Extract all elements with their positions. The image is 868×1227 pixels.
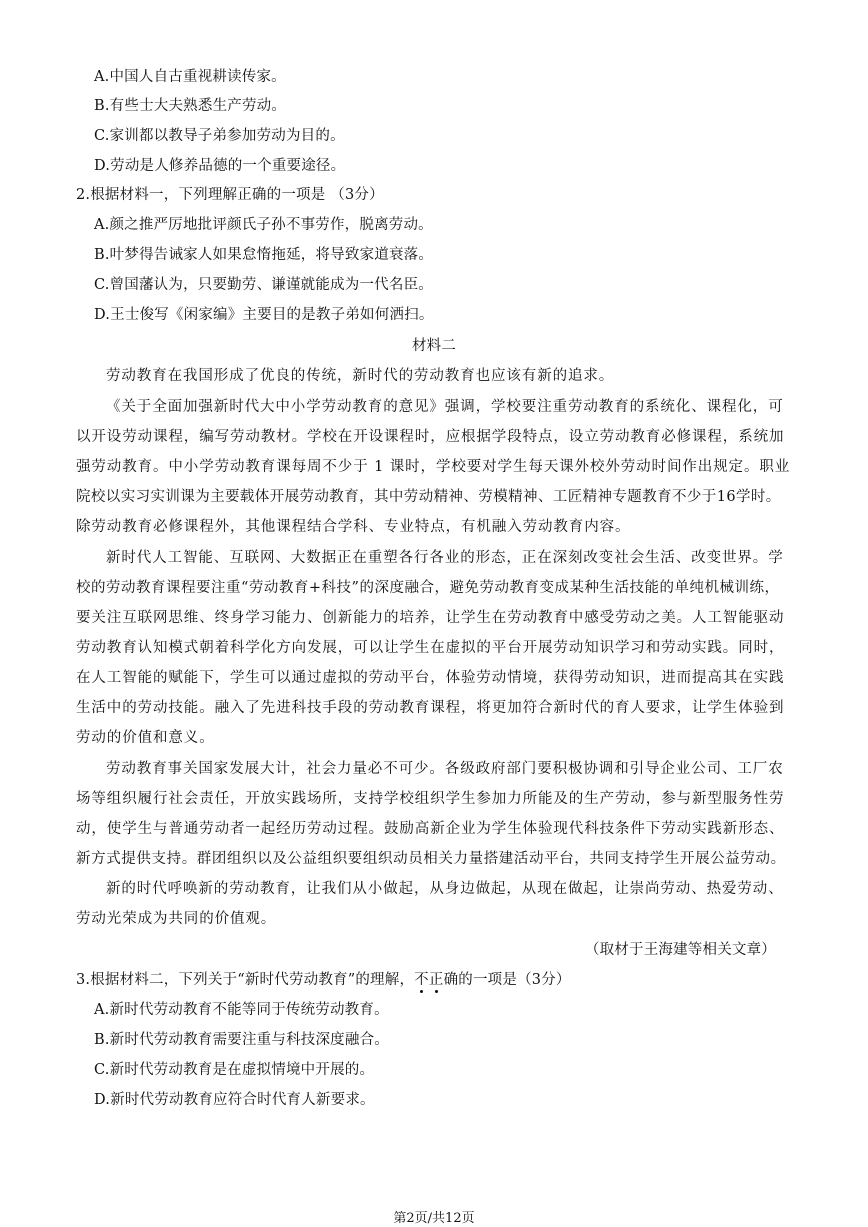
q3-emphasis-char: 不 xyxy=(414,972,429,988)
material-line: 劳动的价值和意义。 xyxy=(76,730,215,746)
material-source: （取材于王海建等相关文章） xyxy=(584,942,776,958)
q3-option-d: D.新时代劳动教育应符合时代育人新要求。 xyxy=(94,1092,375,1108)
q2-option-c: C.曾国藩认为，只要勤劳、谦谨就能成为一代名臣。 xyxy=(94,277,433,293)
material-line: 在人工智能的赋能下，学生可以通过虚拟的劳动平台，体验劳动情境，获得劳动知识，进而提高其在实践 xyxy=(76,670,785,686)
material-line: 新的时代呼唤新的劳动教育，让我们从小做起，从身边做起，从现在做起，让崇尚劳动、热爱劳动、 xyxy=(106,881,784,897)
material-line: 院校以实习实训课为主要载体开展劳动教育，其中劳动精神、劳模精神、工匠精神专题教育不少于16学时。 xyxy=(76,489,781,505)
material-line: 除劳动教育必修课程外，其他课程结合学科、专业特点，有机融入劳动教育内容。 xyxy=(76,519,631,535)
q3-stem-before: 3.根据材料二，下列关于“新时代劳动教育”的理解， xyxy=(76,972,415,988)
q2-option-a: A.颜之推严厉地批评颜氏子孙不事劳作，脱离劳动。 xyxy=(94,217,433,233)
q1-option-c: C.家训都以教导子弟参加劳动为目的。 xyxy=(94,128,345,144)
material-line: 劳动光荣成为共同的价值观。 xyxy=(76,911,277,927)
q3-option-a: A.新时代劳动教育不能等同于传统劳动教育。 xyxy=(94,1002,389,1018)
page-number: 第2页/共12页 xyxy=(393,1211,475,1226)
q1-option-b: B.有些士大夫熟悉生产劳动。 xyxy=(94,98,287,114)
material-line: 劳动教育事关国家发展大计，社会力量必不可少。各级政府部门要积极协调和引导企业公司、工厂农 xyxy=(106,761,784,777)
q3-option-c: C.新时代劳动教育是在虚拟情境中开展的。 xyxy=(94,1062,375,1078)
q3-stem xyxy=(76,970,571,990)
material-line: 新时代人工智能、互联网、大数据正在重塑各行各业的形态，正在深刻改变社会生活、改变世界。学 xyxy=(106,550,784,566)
q2-stem: 2.根据材料一，下列理解正确的一项是 （3分） xyxy=(76,187,384,203)
q1-option-a: A.中国人自古重视耕读传家。 xyxy=(94,69,286,85)
material-line: 生活中的劳动技能。融入了先进科技手段的劳动教育课程，将更加符合新时代的育人要求，让学生体验到 xyxy=(76,700,785,716)
material-line: 以开设劳动课程，编写劳动教材。学校在开设课程时，应根据学段特点，设立劳动教育必修课程，系统加 xyxy=(76,429,785,445)
material-line: 要关注互联网思维、终身学习能力、创新能力的培养，让学生在劳动教育中感受劳动之美。人工智能驱动 xyxy=(76,610,785,626)
material-line: 新方式提供支持。群团组织以及公益组织要组织动员相关力量搭建活动平台，共同支持学生开展公益劳动。 xyxy=(76,851,786,867)
material-line: 场等组织履行社会责任，开放实践场所，支持学校组织学生参加力所能及的生产劳动，参与新型服务性劳 xyxy=(76,791,785,807)
q3-option-b: B.新时代劳动教育需要注重与科技深度融合。 xyxy=(94,1032,389,1048)
material-line: 劳动教育认知模式朝着科学化方向发展，可以让学生在虚拟的平台开展劳动知识学习和劳动实践。同时， xyxy=(76,640,785,656)
q3-emphasis-char: 正 xyxy=(428,972,444,988)
q3-stem-after: 确的一项是（3分） xyxy=(443,972,571,988)
material-line: 劳动教育在我国形成了优良的传统，新时代的劳动教育也应该有新的追求。 xyxy=(106,368,615,384)
q2-option-b: B.叶梦得告诫家人如果怠惰拖延，将导致家道衰落。 xyxy=(94,247,434,263)
material-line: 校的劳动教育课程要注重“劳动教育+科技”的深度融合，避免劳动教育变成某种生活技能的单纯机械训练， xyxy=(76,580,780,596)
q2-option-d: D.王士俊写《闲家编》主要目的是教子弟如何洒扫。 xyxy=(94,307,434,323)
material-line: 动，使学生与普通劳动者一起经历劳动过程。鼓励高新企业为学生体验现代科技条件下劳动实践新形态、 xyxy=(76,821,785,837)
material-line: 《关于全面加强新时代大中小学劳动教育的意见》强调，学校要注重劳动教育的系统化、课程化，可 xyxy=(106,399,784,415)
material-title: 材料二 xyxy=(411,338,457,354)
material-line: 强劳动教育。中小学劳动教育课每周不少于 1 课时，学校要对学生每天课外校外劳动时间作出规定。职业 xyxy=(76,459,791,475)
q1-option-d: D.劳动是人修养品德的一个重要途径。 xyxy=(94,158,346,174)
